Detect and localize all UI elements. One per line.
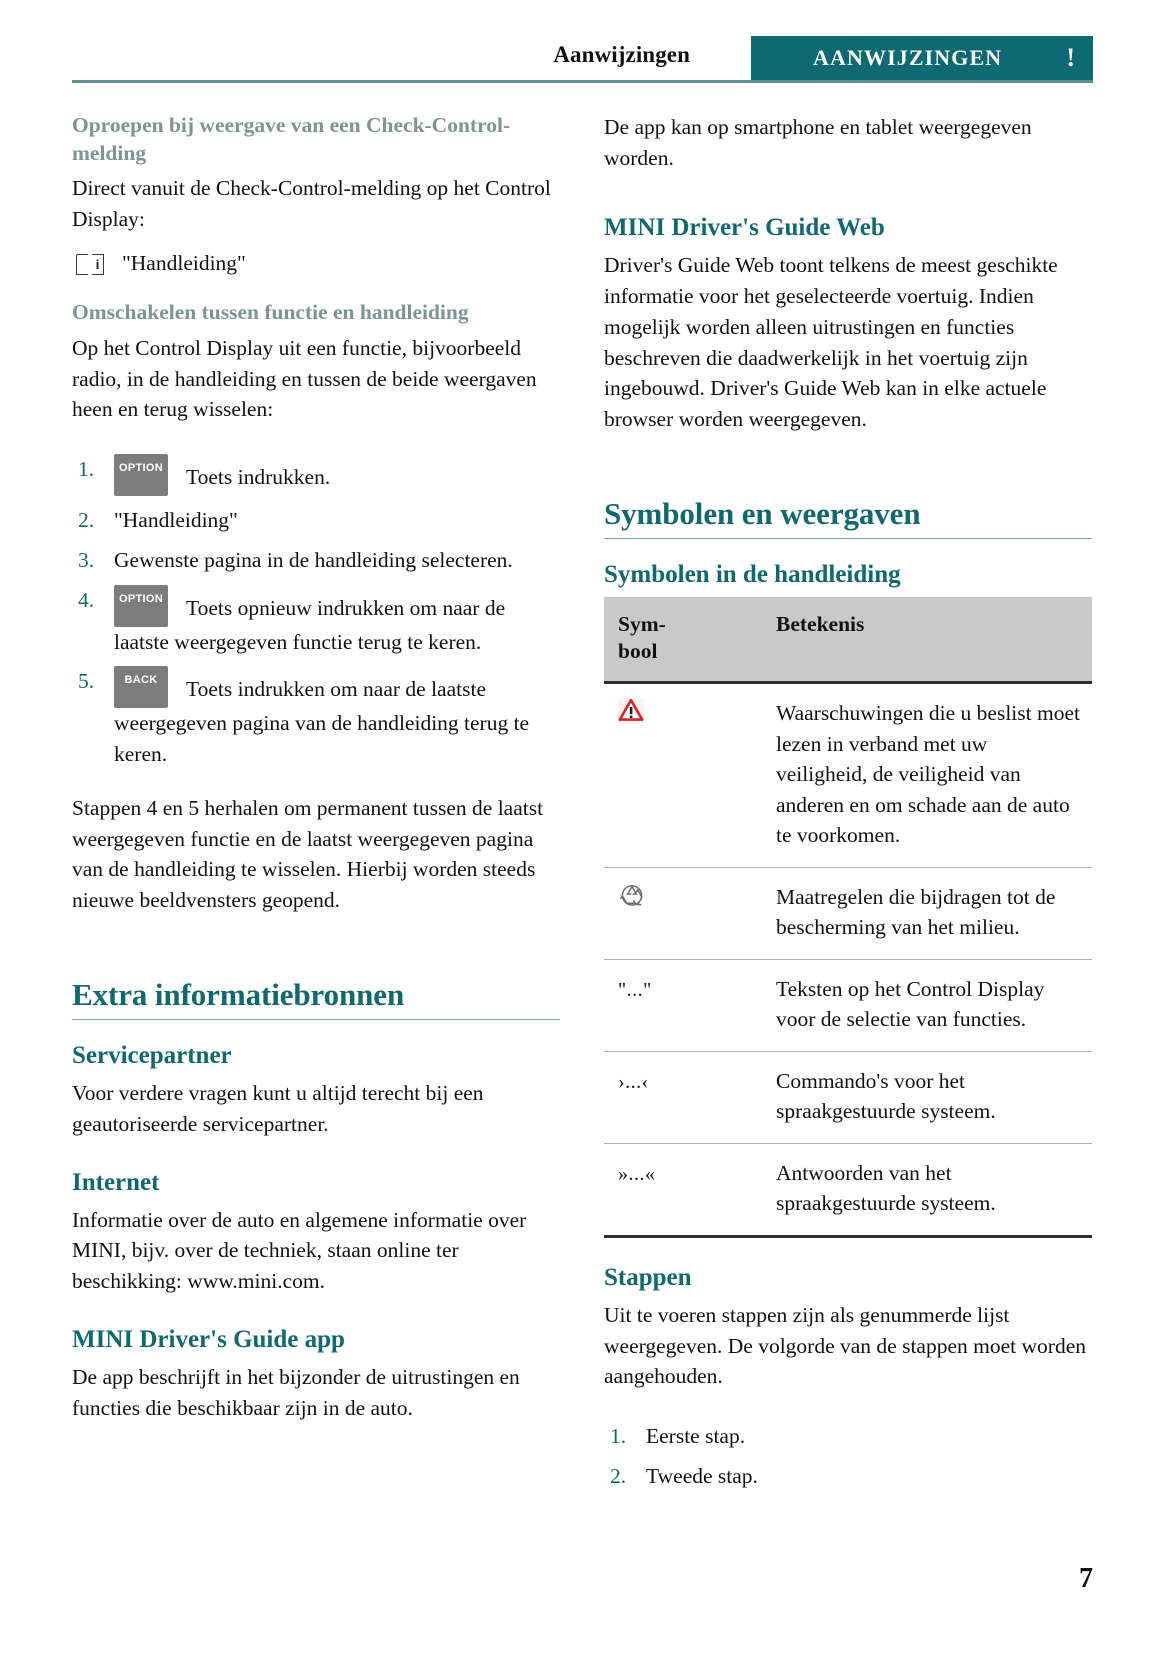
step-text: Tweede stap. bbox=[646, 1463, 758, 1488]
section-divider bbox=[604, 538, 1092, 540]
symbol-cell bbox=[604, 1143, 762, 1236]
step-body bbox=[114, 666, 560, 769]
list-item bbox=[604, 1421, 1092, 1452]
symbol-cell bbox=[604, 683, 762, 868]
heading-symbolen-in-de-handleiding: Symbolen in de handleiding bbox=[604, 561, 901, 589]
heading-extra-informatiebronnen: Extra informatiebronnen bbox=[72, 976, 405, 1012]
section-divider bbox=[72, 1019, 560, 1021]
step-text: Eerste stap. bbox=[646, 1424, 746, 1449]
table-row bbox=[604, 959, 1092, 1051]
step-number: 2. bbox=[610, 1463, 627, 1488]
symbol-cell bbox=[604, 1051, 762, 1143]
table-row bbox=[604, 1143, 1092, 1236]
step-text: Toets opnieuw indrukken om naar de laatste weergegeven functie terug te keren. bbox=[114, 595, 506, 654]
left-column bbox=[72, 112, 560, 1501]
meaning-cell: Teksten op het Control Display voor de selectie van functies. bbox=[762, 959, 1092, 1051]
symbol-voice-response-text: »...« bbox=[618, 1162, 656, 1185]
paragraph-app-continued: De app kan op smartphone en tablet weergegeven worden. bbox=[604, 115, 1032, 170]
symbol-voice-command-text: ›...‹ bbox=[618, 1070, 649, 1093]
option-key-icon: OPTION bbox=[114, 585, 168, 627]
heading-check-control: Oproepen bij weergave van een Check-Control-melding bbox=[72, 113, 511, 165]
step-body bbox=[114, 585, 560, 658]
heading-drivers-guide-app: MINI Driver's Guide app bbox=[72, 1325, 345, 1353]
meaning-cell: Waarschuwingen die u beslist moet lezen in verband met uw veiligheid, de veiligheid van anderen en om schade aan de auto te voorkomen. bbox=[762, 683, 1092, 868]
step-number: 1. bbox=[610, 1424, 627, 1449]
symbols-table bbox=[604, 597, 1092, 1237]
left-steps-list bbox=[72, 454, 560, 770]
header-chapter-label: Aanwijzingen bbox=[553, 42, 690, 67]
header-divider bbox=[72, 80, 1093, 83]
step-number: 4. bbox=[78, 587, 95, 612]
symbol-cell bbox=[604, 867, 762, 959]
display-text-line bbox=[76, 250, 560, 278]
exclamation-icon: ! bbox=[1066, 43, 1075, 72]
page-header bbox=[0, 36, 1165, 80]
option-key-icon: OPTION bbox=[114, 454, 168, 496]
right-column bbox=[604, 112, 1092, 1501]
paragraph-drivers-guide-app: De app beschrijft in het bijzonder de uitrustingen en functies die beschikbaar zijn in de auto. bbox=[72, 1364, 520, 1420]
paragraph-stappen: Uit te voeren stappen zijn als genummerde lijst weergegeven. De volgorde van de stappen moet worden aangehouden. bbox=[604, 1302, 1086, 1389]
list-item bbox=[72, 666, 560, 769]
list-item bbox=[72, 454, 560, 496]
heading-internet: Internet bbox=[72, 1168, 160, 1196]
symbol-cell bbox=[604, 959, 762, 1051]
right-steps-list bbox=[604, 1421, 1092, 1491]
heading-stappen: Stappen bbox=[604, 1263, 692, 1291]
page-number: 7 bbox=[1079, 1563, 1093, 1594]
step-text: "Handleiding" bbox=[114, 508, 238, 533]
recycling-icon bbox=[618, 882, 646, 908]
meaning-cell: Antwoorden van het spraakgestuurde systeem. bbox=[762, 1143, 1092, 1236]
display-text-value: "Handleiding" bbox=[122, 250, 246, 275]
book-info-icon bbox=[76, 254, 104, 276]
meaning-cell: Commando's voor het spraakgestuurde systeem. bbox=[762, 1051, 1092, 1143]
table-header-row bbox=[604, 597, 1092, 682]
paragraph-drivers-guide-web: Driver's Guide Web toont telkens de meest geschikte informatie voor het geselecteerde voertuig. Indien mogelijk worden alleen uitrustingen en functies beschreven die daadwerkelijk in het voertuig zijn ingebouwd. Driver's Guide Web kan in elke actuele browser worden weergegeven. bbox=[604, 253, 1058, 432]
heading-symbolen-en-weergaven: Symbolen en weergaven bbox=[604, 495, 921, 531]
list-item bbox=[604, 1461, 1092, 1492]
paragraph-omschakelen: Op het Control Display uit een functie, bijvoorbeeld radio, in de handleiding en tussen de beide weergaven heen en terug wisselen: bbox=[72, 335, 537, 422]
header-chapter-tab bbox=[751, 36, 1093, 80]
paragraph-direct-vanuit: Direct vanuit de Check-Control-melding op het Control Display: bbox=[72, 176, 551, 231]
back-key-icon: BACK bbox=[114, 666, 168, 708]
step-body bbox=[114, 454, 560, 496]
symbol-quote-text: "..." bbox=[618, 978, 652, 1001]
step-number: 5. bbox=[78, 669, 95, 694]
paragraph-servicepartner: Voor verdere vragen kunt u altijd terecht bij een geautoriseerde servicepartner. bbox=[72, 1081, 484, 1136]
step-number: 1. bbox=[78, 457, 95, 482]
list-item bbox=[72, 585, 560, 658]
table-row bbox=[604, 1051, 1092, 1143]
heading-servicepartner: Servicepartner bbox=[72, 1042, 232, 1070]
meaning-cell: Maatregelen die bijdragen tot de bescherming van het milieu. bbox=[762, 867, 1092, 959]
column-header-symbol: Sym- bool bbox=[604, 597, 762, 682]
step-text: Toets indrukken om naar de laatste weergegeven pagina van de handleiding terug te keren. bbox=[114, 677, 530, 767]
paragraph-stappen-45: Stappen 4 en 5 herhalen om permanent tussen de laatst weergegeven functie en de laatst weergegeven pagina van de handleiding te wisselen. Hierbij worden steeds nieuwe beeldvensters geopend. bbox=[72, 795, 544, 913]
paragraph-internet: Informatie over de auto en algemene informatie over MINI, bijv. over de techniek, staan online ter beschikking: www.mini.com. bbox=[72, 1207, 527, 1294]
book-icon-letter: i bbox=[92, 254, 104, 275]
list-item bbox=[72, 545, 560, 576]
step-text: Gewenste pagina in de handleiding selecteren. bbox=[114, 547, 513, 572]
header-tab-label: AANWIJZINGEN bbox=[813, 45, 1003, 70]
table-row bbox=[604, 683, 1092, 868]
table-row bbox=[604, 867, 1092, 959]
heading-omschakelen: Omschakelen tussen functie en handleiding bbox=[72, 300, 469, 325]
heading-drivers-guide-web: MINI Driver's Guide Web bbox=[604, 214, 885, 242]
step-number: 2. bbox=[78, 508, 95, 533]
page-body bbox=[72, 112, 1093, 1501]
list-item bbox=[72, 505, 560, 536]
warning-triangle-icon bbox=[618, 698, 644, 722]
column-header-meaning: Betekenis bbox=[762, 597, 1092, 682]
step-text: Toets indrukken. bbox=[186, 465, 331, 490]
step-number: 3. bbox=[78, 547, 95, 572]
